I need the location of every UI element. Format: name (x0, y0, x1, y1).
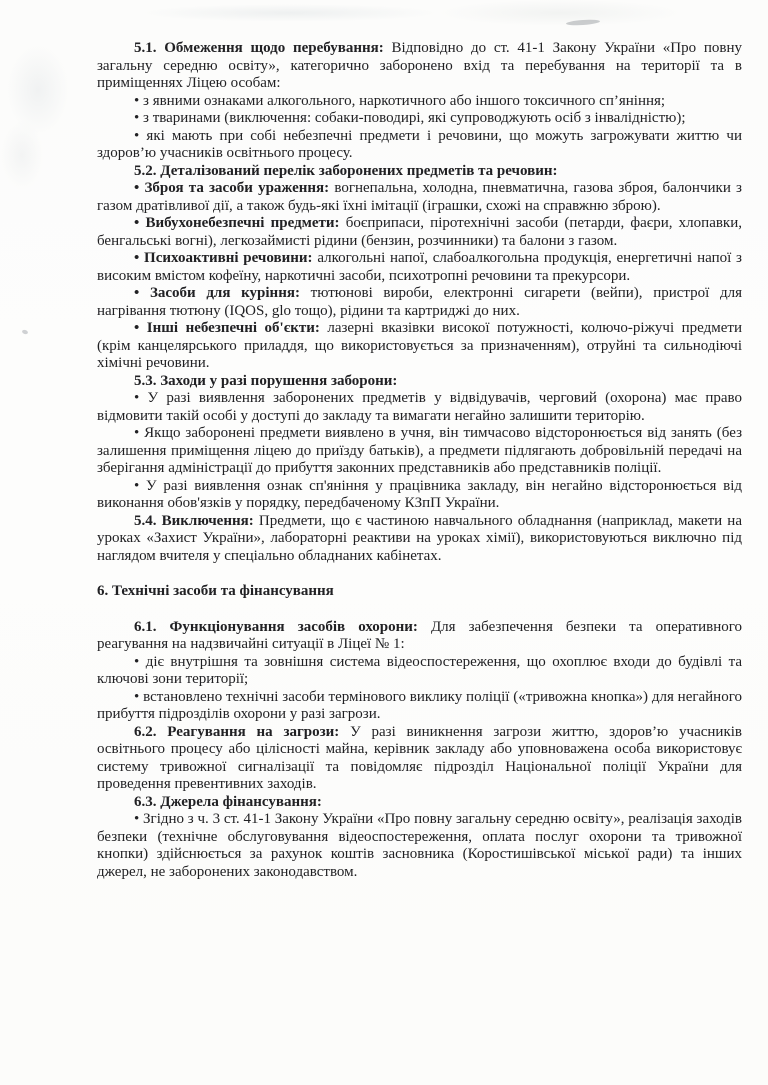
bullet-marker-icon: • (134, 92, 144, 109)
bullet-marker-icon: • (134, 477, 146, 494)
paragraph-lead: 6.2. Реагування на загрози: (134, 723, 351, 740)
bullet-marker-icon: • (134, 110, 144, 126)
scan-smudge (6, 44, 70, 136)
bullet-marker-icon: • (134, 180, 145, 196)
bullet-marker-icon: • (134, 653, 146, 670)
bullet-marker-icon: • (134, 425, 145, 441)
bullet-paragraph: • Психоактивні речовини: алкогольні напої, слабоалкогольна продукція, енергетичні напої з високим вмістом кофеїну, наркотичні засоби, психотропні речовини та прекурсори. (97, 250, 742, 284)
bullet-paragraph: • У разі виявлення заборонених предметів у відвідувачів, черговий (охорона) має право відмовити такій особі у доступі до закладу та вимагати негайно залишити територію. (97, 390, 742, 424)
bullet-paragraph: • з тваринами (виключення: собаки-поводирі, які супроводжують осіб з інвалідністю); (134, 110, 686, 126)
scan-speck (21, 329, 28, 335)
bold-text: 6.3. Джерела фінансування: (134, 793, 322, 810)
bullet-paragraph: • встановлено технічні засоби термінового виклику поліції («тривожна кнопка») для негайного прибуття підрозділів охорони у разі загрози. (97, 688, 742, 722)
paragraph-lead: 5.4. Виключення: (134, 512, 259, 529)
bold-text: 6. Технічні засоби та фінансування (97, 583, 334, 599)
bullet-paragraph: • з явними ознаками алкогольного, наркотичного або іншого токсичного сп’яніння; (134, 92, 666, 109)
paragraph-lead: Інші небезпечні об'єкти: (146, 320, 328, 336)
bullet-marker-icon: • (134, 688, 144, 705)
paragraph: 6.2. Реагування на загрози: У разі виникнення загрози життю, здоров’ю учасників освітнього процесу або цілісності майна, керівник закладу або уповноважена особа використовує систему тривожної сигналізації та повідомляє підрозділ Національної поліції України для проведення превентивних заходів. (97, 723, 742, 792)
paragraph-lead: Зброя та засоби ураження: (144, 180, 335, 196)
bullet-paragraph: • діє внутрішня та зовнішня система відеоспостереження, що охоплює входи до будівлі та ключові зони території; (97, 653, 742, 687)
paragraph (97, 163, 742, 181)
bullet-paragraph: • які мають при собі небезпечні предмети і речовини, що можуть загрожувати життю чи здоров’ю учасників освітнього процесу. (97, 127, 742, 161)
paragraph-lead: Засоби для куріння: (149, 285, 311, 301)
scan-smudge (440, 0, 680, 26)
bullet-marker-icon: • (134, 320, 147, 336)
paragraph-lead: Психоактивні речовини: (144, 250, 318, 266)
paragraph-lead: Вибухонебезпечні предмети: (145, 215, 346, 231)
paragraph-lead: 6.1. Функціонування засобів охорони: (134, 618, 431, 635)
paragraph-lead: 5.1. Обмеження щодо перебування: (134, 40, 392, 56)
bullet-paragraph: • Вибухонебезпечні предмети: боєприпаси, піротехнічні засоби (петарди, фаєри, хлопавки, бенгальські вогні), легкозаймисті рідини (бензин, розчинники) та балони з газом. (97, 215, 742, 249)
bullet-paragraph: • Якщо заборонені предмети виявлено в учня, він тимчасово відсторонюється від занять (без залишення приміщення ліцею до приїзду батьків), а предмети підлягають добровільній передачі на зберігання адміністрації до прибуття законних представників або представників поліції. (97, 425, 742, 476)
section-heading (97, 583, 742, 601)
bullet-paragraph: • Згідно з ч. 3 ст. 41-1 Закону України «Про повну загальну середню освіту», реалізація заходів безпеки (технічне обслуговування відеоспостереження, оплата послуг охорони та тривожної кнопки) здійснюється за рахунок коштів засновника (Коростишівської міської ради) та інших джерел, не заборонених законодавством. (97, 811, 742, 880)
bullet-marker-icon: • (134, 250, 145, 266)
scan-smudge (140, 4, 440, 22)
bullet-marker-icon: • (134, 285, 150, 301)
paragraph (97, 373, 742, 391)
bullet-marker-icon: • (134, 127, 147, 144)
document-body (97, 40, 742, 881)
paragraph: 6.1. Функціонування засобів охорони: Для забезпечення безпеки та оперативного реагування на надзвичайні ситуації в Ліцеї № 1: (97, 618, 742, 652)
bullet-paragraph: • У разі виявлення ознак сп'яніння у працівника закладу, він негайно відсторонюється від виконання обов'язків у порядку, передбаченому КЗпП України. (97, 477, 742, 511)
scan-smudge (0, 120, 44, 190)
scan-mark (566, 19, 600, 26)
bold-text: 5.3. Заходи у разі порушення заборони: (134, 372, 398, 389)
bullet-paragraph: • Зброя та засоби ураження: вогнепальна, холодна, пневматична, газова зброя, балончики з газом дратівливої дії, а також будь-які їхні імітації (іграшки, схожі на справжню зброю). (97, 180, 742, 214)
bullet-paragraph: • Інші небезпечні об'єкти: лазерні вказівки високої потужності, колючо-ріжучі предмети (крім канцелярського приладдя, що використовується за призначенням), отруйні та сильнодіючі хімічні речовини. (97, 320, 742, 371)
paragraph (97, 794, 742, 812)
bold-text: 5.2. Деталізований перелік заборонених предметів та речовин: (134, 162, 558, 179)
paragraph: 5.4. Виключення: Предмети, що є частиною навчального обладнання (наприклад, макети на уроках «Захист України», лабораторні реактиви на уроках хімії), використовуються виключно під наглядом вчителя у спеціально обладнаних кабінетах. (97, 512, 742, 564)
bullet-marker-icon: • (134, 811, 144, 827)
paragraph: 5.1. Обмеження щодо перебування: Відповідно до ст. 41-1 Закону України «Про повну загальну середню освіту», категорично заборонено вхід та перебування на території та в приміщеннях Ліцею особам: (97, 40, 742, 91)
bullet-marker-icon: • (134, 215, 146, 231)
bullet-marker-icon: • (134, 390, 148, 406)
bullet-paragraph: • Засоби для куріння: тютюнові вироби, електронні сигарети (вейпи), пристрої для нагрівання тютюну (IQOS, glo тощо), рідини та картриджі до них. (97, 285, 742, 319)
